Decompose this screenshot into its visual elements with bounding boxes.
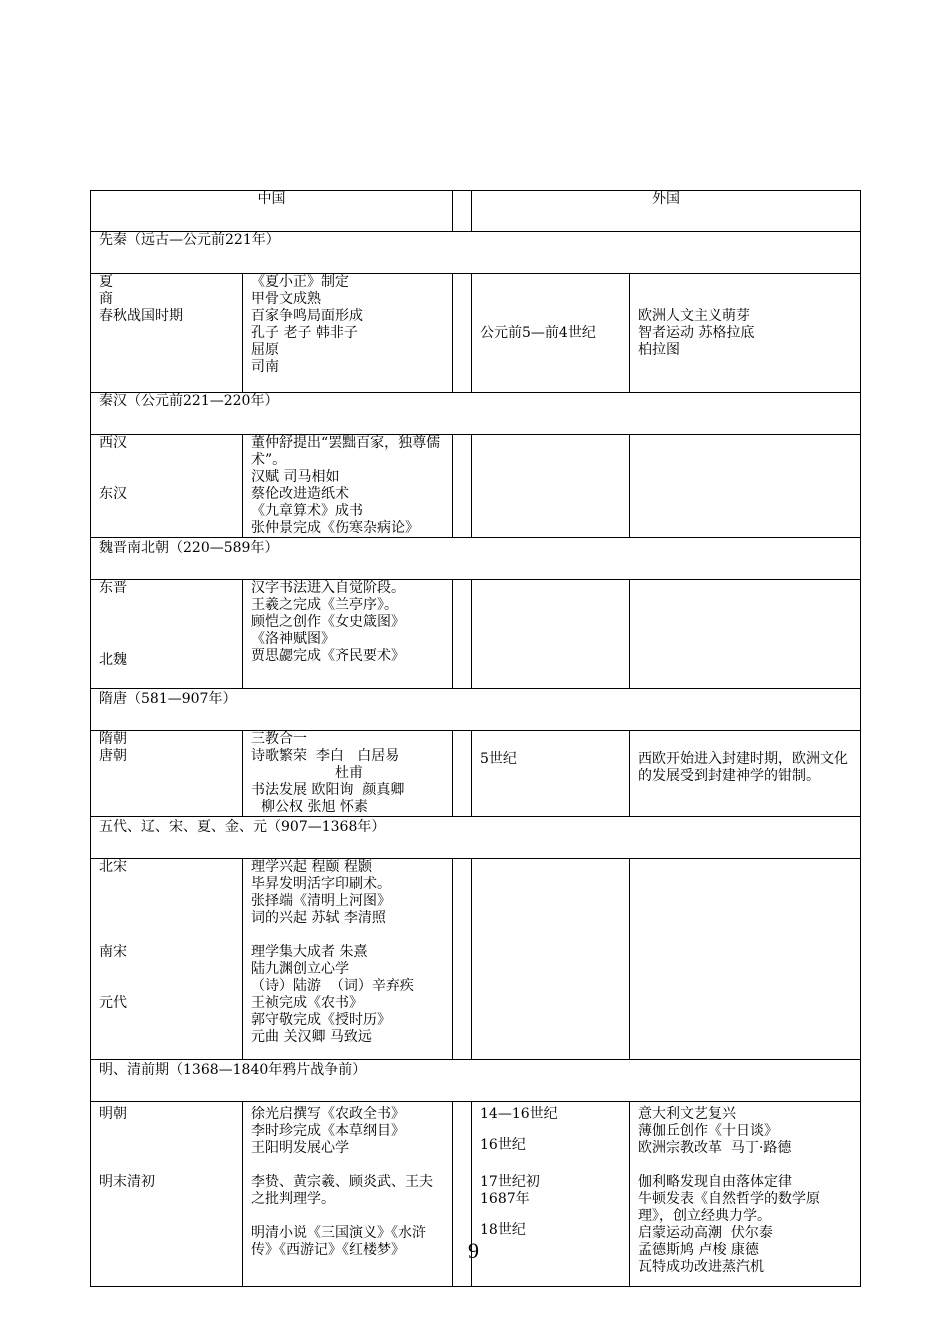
period-row	[91, 538, 861, 580]
period-title: 秦汉（公元前221—220年）	[91, 393, 861, 435]
header-china: 中国	[91, 191, 453, 232]
period-row	[91, 1060, 861, 1102]
period-title: 明、清前期（1368—1840年鸦片战争前）	[91, 1060, 861, 1102]
page-number: 9	[468, 1238, 479, 1263]
table-row	[91, 731, 861, 817]
dynasty-cell: 隋朝 唐朝	[91, 731, 243, 817]
spacer-cell	[453, 580, 472, 689]
foreign-time-cell	[472, 580, 630, 689]
period-row	[91, 393, 861, 435]
dynasty-cell: 北宋 南宋 元代	[91, 859, 243, 1060]
spacer-cell	[453, 274, 472, 393]
period-row	[91, 689, 861, 731]
table-row	[91, 580, 861, 689]
events-cell: 汉字书法进入自觉阶段。 王羲之完成《兰亭序》。 顾恺之创作《女史箴图》 《洛神赋图》 贾思勰完成《齐民要术》	[243, 580, 453, 689]
foreign-time-cell	[472, 859, 630, 1060]
foreign-time-cell	[472, 435, 630, 538]
events-cell: 董仲舒提出“罢黜百家，独尊儒术”。 汉赋 司马相如 蔡伦改进造纸术 《九章算术》成书 张仲景完成《伤寒杂病论》	[243, 435, 453, 538]
period-title: 魏晋南北朝（220—589年）	[91, 538, 861, 580]
dynasty-cell: 夏 商 春秋战国时期	[91, 274, 243, 393]
period-title: 隋唐（581—907年）	[91, 689, 861, 731]
events-cell: 三教合一 诗歌繁荣 李白 白居易 杜甫 书法发展 欧阳询 颜真卿 柳公权 张旭 怀素	[243, 731, 453, 817]
foreign-time-cell: 14—16世纪 16世纪 17世纪初 1687年 18世纪	[472, 1102, 630, 1287]
foreign-events-cell: 欧洲人文主义萌芽 智者运动 苏格拉底 柏拉图	[630, 274, 861, 393]
foreign-events-cell	[630, 580, 861, 689]
dynasty-cell: 西汉 东汉	[91, 435, 243, 538]
table-row	[91, 435, 861, 538]
foreign-events-cell: 西欧开始进入封建时期，欧洲文化的发展受到封建神学的钳制。	[630, 731, 861, 817]
foreign-events-cell	[630, 859, 861, 1060]
table-header-row	[91, 191, 861, 232]
spacer-cell	[453, 859, 472, 1060]
foreign-events-cell: 意大利文艺复兴 薄伽丘创作《十日谈》 欧洲宗教改革 马丁·路德 伽利略发现自由落体定律 牛顿发表《自然哲学的数学原理》，创立经典力学。 启蒙运动高潮 伏尔泰 孟德斯鸠 卢梭 康德 瓦特成功改进蒸汽机	[630, 1102, 861, 1287]
spacer-cell	[453, 731, 472, 817]
events-cell: 理学兴起 程颐 程颢 毕昇发明活字印刷术。 张择端《清明上河图》 词的兴起 苏轼 李清照 理学集大成者 朱熹 陆九渊创立心学 （诗）陆游 （词）辛弃疾 王祯完成《农书》 郭守敬完成《授时历》 元曲 关汉卿 马致远	[243, 859, 453, 1060]
dynasty-cell: 明朝 明末清初	[91, 1102, 243, 1287]
events-cell: 《夏小正》制定 甲骨文成熟 百家争鸣局面形成 孔子 老子 韩非子 屈原 司南	[243, 274, 453, 393]
foreign-time-cell: 5世纪	[472, 731, 630, 817]
spacer-cell	[453, 191, 472, 232]
foreign-time-cell: 公元前5—前4世纪	[472, 274, 630, 393]
foreign-events-cell	[630, 435, 861, 538]
table-row	[91, 274, 861, 393]
dynasty-cell: 东晋 北魏	[91, 580, 243, 689]
period-row	[91, 817, 861, 859]
period-title: 五代、辽、宋、夏、金、元（907—1368年）	[91, 817, 861, 859]
table-row	[91, 859, 861, 1060]
period-title: 先秦（远古—公元前221年）	[91, 232, 861, 274]
header-foreign: 外国	[472, 191, 861, 232]
events-cell: 徐光启撰写《农政全书》 李时珍完成《本草纲目》 王阳明发展心学 李贽、黄宗羲、顾炎武、王夫之批判理学。 明清小说《三国演义》《水浒传》《西游记》《红楼梦》	[243, 1102, 453, 1287]
period-row	[91, 232, 861, 274]
history-comparison-table	[90, 190, 861, 1287]
spacer-cell	[453, 435, 472, 538]
